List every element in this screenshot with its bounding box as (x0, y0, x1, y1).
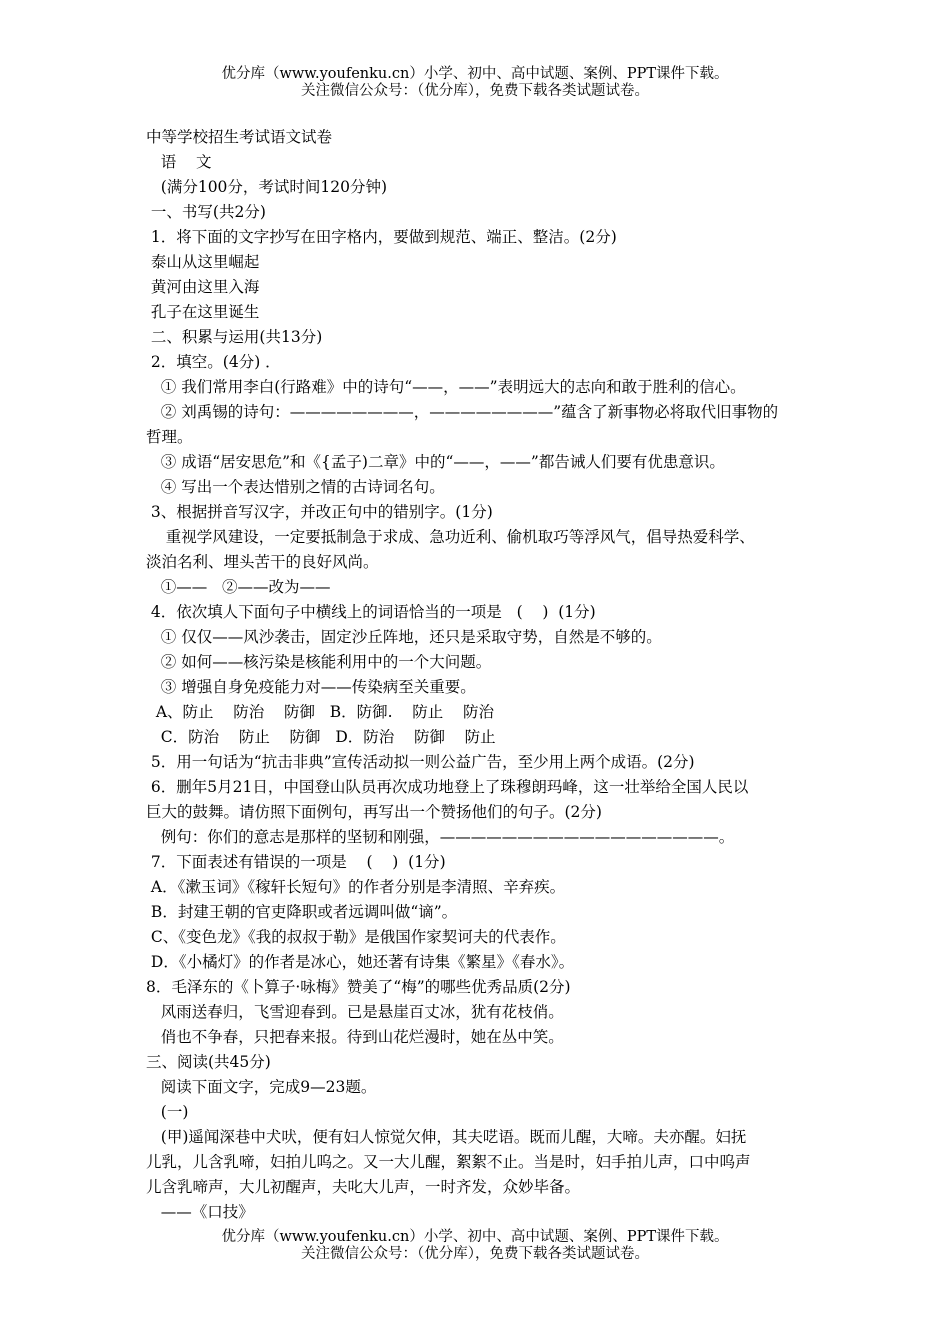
question-item: ① 我们常用李白(行路难》中的诗句“——，——”表明远大的志向和敢于胜利的信心。 (146, 378, 746, 396)
section-heading-1: 一、书写(共2分) (146, 203, 266, 221)
option-c: C、《变色龙》《我的叔叔于勒》是俄国作家契诃夫的代表作。 (146, 928, 566, 946)
question-3: 3、根据拼音写汉字，并改正句中的错别字。(1分) (146, 503, 493, 521)
copy-text-line: 泰山从这里崛起 (146, 253, 260, 271)
reading-instruction: 阅读下面文字，完成9—23题。 (146, 1078, 377, 1096)
section-heading-2: 二、积累与运用(共13分) (146, 328, 323, 346)
question-item: ③ 成语“居安思危”和《{孟子)二章》中的“——，——”都告诫人们要有优患意识。 (146, 453, 725, 471)
exam-body (146, 125, 811, 1225)
option-b: B．封建王朝的官吏降职或者远调叫做“谪”。 (146, 903, 458, 921)
passage-text: 儿含乳啼声，大儿初醒声，夫叱大儿声，一时齐发，众妙毕备。 (146, 1178, 581, 1196)
doc-title: 中等学校招生考试语文试卷 (146, 128, 333, 146)
copy-text-line: 黄河由这里入海 (146, 278, 260, 296)
question-text: 重视学风建设，一定要抵制急于求成、急功近利、偷机取巧等浮风气，倡导热爱科学、 (146, 528, 755, 546)
question-8: 8．毛泽东的《卜算子·咏梅》赞美了“梅”的哪些优秀品质(2分) (146, 978, 571, 996)
question-6: 6．删年5月21日，中国登山队员再次成功地登上了珠穆朗玛峰，这一壮举给全国人民以 (146, 778, 749, 796)
question-item: ② 如何——核污染是核能利用中的一个大问题。 (146, 653, 492, 671)
copy-text-line: 孔子在这里诞生 (146, 303, 260, 321)
question-item: ④ 写出一个表达惜别之情的古诗词名句。 (146, 478, 445, 496)
question-4: 4．依次填人下面句子中横线上的词语恰当的一项是 ( ) (1分) (146, 603, 596, 621)
question-7: 7．下面表述有错误的一项是 ( ) (1分) (146, 853, 446, 871)
answer-options: A、防止 防治 防御 B．防御. 防止 防治 (146, 703, 494, 721)
footer-line-1: 优分库（www.youfenku.cn）小学、初中、高中试题、案例、PPT课件下载。 (221, 1229, 729, 1245)
question-text-cont: 淡泊名利、埋头苦干的良好风尚。 (146, 553, 379, 571)
passage-text: 儿乳，儿含乳啼，妇拍儿呜之。又一大儿醒，絮絮不止。当是时，妇手拍儿声，口中呜声 (146, 1153, 751, 1171)
question-item-cont: 哲理。 (146, 428, 193, 446)
page-footer (0, 1229, 950, 1263)
poem-line: 风雨送春归，飞雪迎春到。已是悬崖百丈冰，犹有花枝俏。 (146, 1003, 564, 1021)
option-d: D．《小橘灯》的作者是冰心，她还著有诗集《繁星》《春水》。 (146, 953, 575, 971)
page-header (0, 66, 950, 100)
passage-label: (一) (146, 1103, 189, 1121)
question-item: ② 刘禹锡的诗句：————————，————————”蕴含了新事物必将取代旧事物的 (146, 403, 779, 421)
question-1: 1．将下面的文字抄写在田字格内，要做到规范、端正、整洁。(2分) (146, 228, 617, 246)
subject-label: 语 文 (146, 153, 212, 171)
question-2: 2．填空。(4分) ． (146, 353, 281, 371)
passage-source: ——《口技》 (146, 1203, 254, 1221)
example-sentence: 例句：你们的意志是那样的坚韧和刚强，——————————————————。 (146, 828, 735, 846)
poem-line: 俏也不争春，只把春来报。待到山花烂漫时，她在丛中笑。 (146, 1028, 564, 1046)
question-item: ③ 增强自身免疫能力对——传染病至关重要。 (146, 678, 476, 696)
footer-line-2: 关注微信公众号：（优分库），免费下载各类试题试卷。 (301, 1246, 649, 1262)
question-item: ① 仅仅——风沙袭击，固定沙丘阵地，还只是采取守势，自然是不够的。 (146, 628, 662, 646)
question-6-cont: 巨大的鼓舞。请仿照下面例句，再写出一个赞扬他们的句子。(2分) (146, 803, 602, 821)
passage-text: (甲)遥闻深巷中犬吠，便有妇人惊觉欠伸，其夫呓语。既而儿醒，大啼。夫亦醒。妇抚 (146, 1128, 747, 1146)
answer-blanks: ①—— ②——改为—— (146, 578, 331, 596)
section-heading-3: 三、阅读(共45分) (146, 1053, 271, 1071)
exam-info: (满分100分，考试时间120分钟) (146, 178, 388, 196)
question-5: 5．用一句话为“抗击非典”宣传活动拟一则公益广告，至少用上两个成语。(2分) (146, 753, 695, 771)
header-line-2: 关注微信公众号：（优分库），免费下载各类试题试卷。 (301, 83, 649, 99)
option-a: A．《漱玉词》《稼轩长短句》的作者分别是李清照、辛弃疾。 (146, 878, 566, 896)
header-line-1: 优分库（www.youfenku.cn）小学、初中、高中试题、案例、PPT课件下载。 (221, 66, 729, 82)
answer-options: C．防治 防止 防御 D．防治 防御 防止 (146, 728, 496, 746)
